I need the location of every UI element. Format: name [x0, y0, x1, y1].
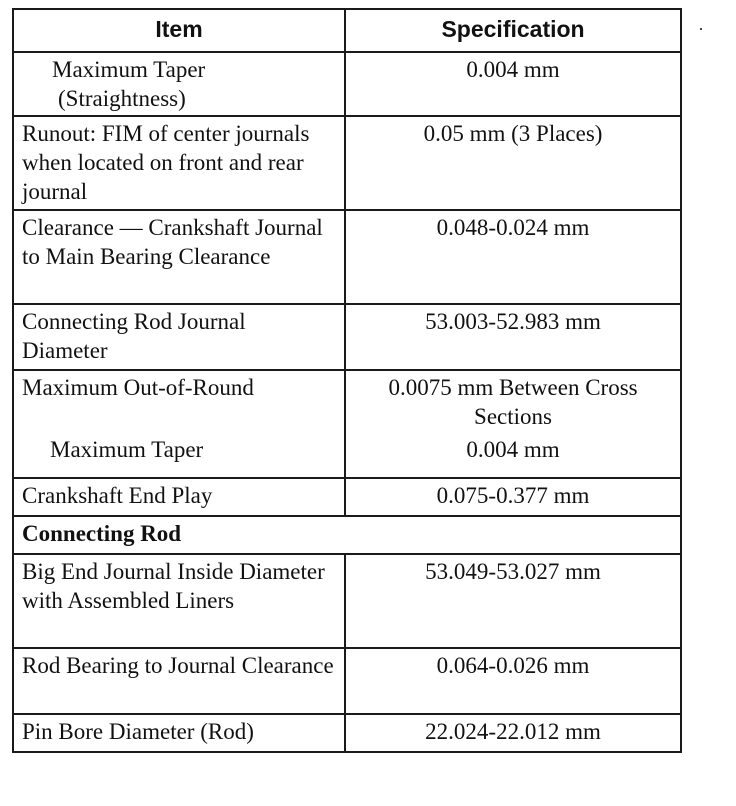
row-sub-item: Maximum Taper: [50, 437, 204, 462]
row-item: Pin Bore Diameter (Rod): [13, 714, 345, 752]
row-spec-text: 0.0075 mm Between Cross Sections: [388, 375, 638, 429]
scan-speck: [700, 28, 702, 30]
table-row: [13, 116, 681, 210]
row-item-text: Maximum Out-of-Round: [22, 375, 254, 400]
row-spec: 53.003-52.983 mm: [345, 304, 681, 370]
row-item-text: Maximum Taper: [52, 57, 206, 82]
row-sub-spec: 0.004 mm: [466, 437, 560, 462]
section-title: Connecting Rod: [13, 516, 681, 554]
header-item: Item: [13, 9, 345, 52]
row-item: Crankshaft End Play: [13, 478, 345, 516]
row-item: Rod Bearing to Journal Clearance: [13, 648, 345, 714]
row-item-text-2: (Straightness): [58, 86, 186, 111]
row-item: Clearance — Crankshaft Journal to Main Bearing Clearance: [13, 210, 345, 304]
table-header-row: [13, 9, 681, 52]
specification-table: [12, 8, 682, 753]
row-item: Connecting Rod Journal Diameter: [13, 304, 345, 370]
table-row: [13, 52, 681, 116]
row-spec: 0.075-0.377 mm: [345, 478, 681, 516]
section-row: [13, 516, 681, 554]
row-spec: 22.024-22.012 mm: [345, 714, 681, 752]
row-spec: 0.05 mm (3 Places): [345, 116, 681, 210]
row-spec: 0.004 mm: [345, 52, 681, 116]
table-row: [13, 714, 681, 752]
row-spec: 0.048-0.024 mm: [345, 210, 681, 304]
row-spec: 53.049-53.027 mm: [345, 554, 681, 648]
table-row: [13, 304, 681, 370]
table-row: [13, 478, 681, 516]
row-item: Big End Journal Inside Diameter with Assembled Liners: [13, 554, 345, 648]
row-item: [13, 52, 345, 116]
table-row: [13, 554, 681, 648]
row-item: [13, 370, 345, 478]
row-spec: [345, 370, 681, 478]
row-item: Runout: FIM of center journals when located on front and rear journal: [13, 116, 345, 210]
header-specification: Specification: [345, 9, 681, 52]
table-row: [13, 370, 681, 478]
table-row: [13, 210, 681, 304]
row-spec: 0.064-0.026 mm: [345, 648, 681, 714]
table-row: [13, 648, 681, 714]
